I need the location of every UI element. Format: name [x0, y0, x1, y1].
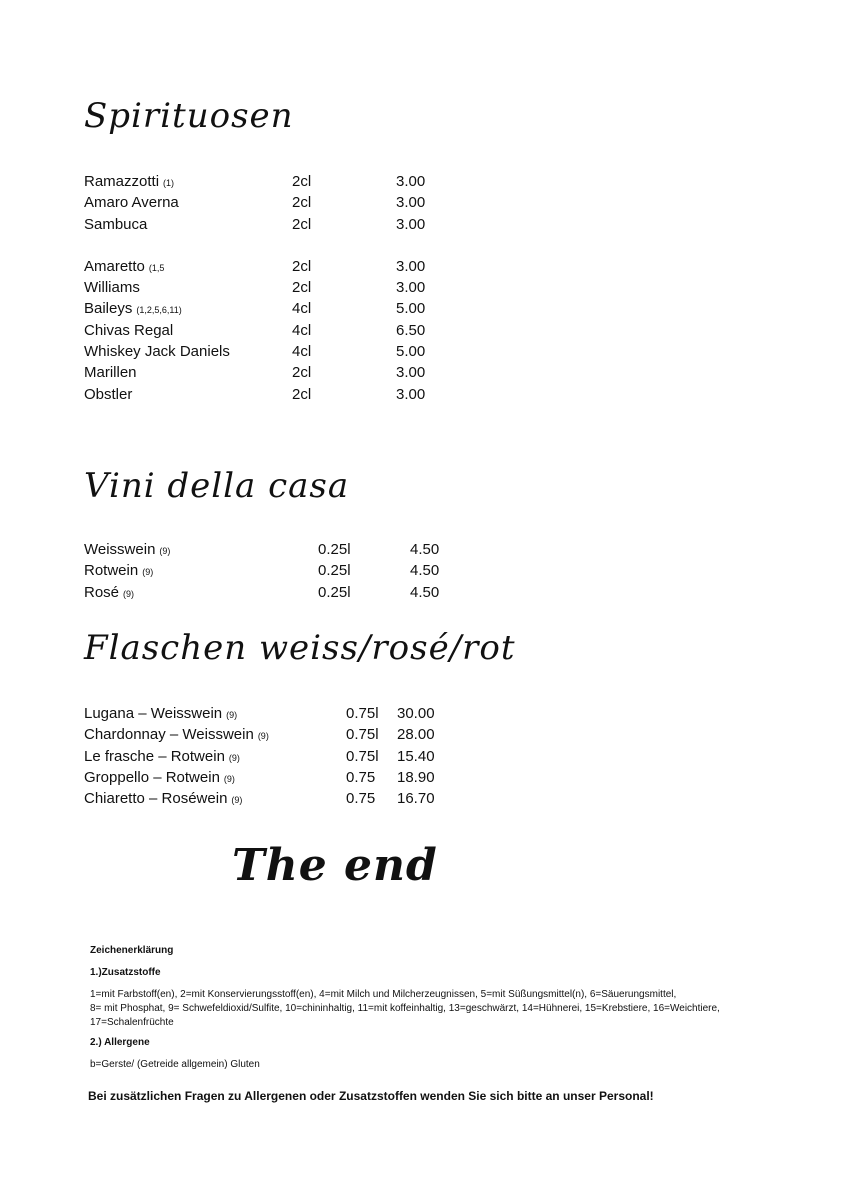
item-volume: 2cl	[292, 385, 312, 403]
item-name-text: Chardonnay – Weisswein	[84, 726, 254, 744]
item-price: 28.00	[397, 726, 435, 744]
item-name-text: Amaro Averna	[84, 194, 179, 212]
legend-zusatz-line3: 17=Schalenfrüchte	[90, 1017, 174, 1028]
spirituosen-list	[84, 171, 484, 405]
item-volume: 0.75	[346, 768, 376, 786]
item-name-text: Amaretto	[84, 257, 145, 275]
item-allergen-code: (1,5	[148, 262, 165, 273]
item-name	[84, 341, 230, 362]
item-volume: 0.25l	[318, 562, 351, 580]
item-volume: 2cl	[292, 279, 312, 297]
vini-list	[84, 539, 484, 603]
item-name-text: Obstler	[84, 385, 133, 403]
item-name	[84, 256, 164, 279]
item-price: 3.00	[396, 215, 426, 233]
menu-item-row	[84, 582, 484, 603]
item-price: 4.50	[410, 562, 440, 580]
item-volume: 4cl	[292, 300, 312, 318]
item-name-text: Sambuca	[84, 215, 148, 233]
item-name	[84, 192, 179, 213]
item-name-text: Weisswein	[84, 541, 156, 558]
menu-item-row	[84, 362, 484, 383]
item-allergen-code: (9)	[159, 546, 171, 556]
item-price: 18.90	[397, 768, 435, 786]
item-price: 15.40	[397, 747, 435, 765]
menu-item-row	[84, 746, 484, 767]
item-price: 3.00	[396, 385, 426, 403]
section-title-spirituosen: Spirituosen	[84, 96, 294, 136]
item-name	[84, 214, 147, 235]
item-volume: 0.75l	[346, 726, 379, 744]
item-name	[84, 171, 174, 194]
item-name	[84, 746, 240, 769]
menu-item-row	[84, 320, 484, 341]
item-price: 3.00	[396, 194, 426, 212]
item-allergen-code: (9)	[226, 710, 238, 720]
item-allergen-code: (9)	[231, 795, 243, 806]
item-price: 4.50	[410, 583, 440, 601]
item-name	[84, 362, 137, 383]
section-title-vini: Vini della casa	[84, 466, 350, 506]
item-price: 5.00	[396, 343, 426, 361]
menu-item-row	[84, 724, 484, 745]
menu-item-row	[84, 341, 484, 362]
item-volume: 4cl	[292, 321, 312, 339]
item-name	[84, 560, 153, 583]
section-title-flaschen: Flaschen weiss/rosé/rot	[84, 628, 516, 668]
item-name-text: Whiskey Jack Daniels	[84, 343, 230, 361]
menu-item-row	[84, 703, 484, 724]
legend-zusatz-heading: 1.)Zusatzstoffe	[90, 967, 161, 978]
item-allergen-code: (9)	[142, 567, 154, 578]
flaschen-list	[84, 703, 484, 809]
item-name	[84, 703, 237, 726]
item-volume: 0.25l	[318, 583, 351, 601]
legend-zusatz-line1: 1=mit Farbstoff(en), 2=mit Konservierungsstoff(en), 4=mit Milch und Milcherzeugnissen, 5=mit Süßungsmittel(n), 6=Säuerungsmittel,	[90, 989, 677, 1000]
item-name-text: Groppello – Rotwein	[84, 768, 220, 786]
item-price: 3.00	[396, 364, 426, 382]
item-name	[84, 724, 269, 747]
item-price: 3.00	[396, 257, 426, 275]
legend-allergene-heading: 2.) Allergene	[90, 1037, 150, 1048]
menu-item-row	[84, 560, 484, 581]
legend-zusatz-line2: 8= mit Phosphat, 9= Schwefeldioxid/Sulfite, 10=chininhaltig, 11=mit koffeinhaltig, 13=geschwärzt, 14=Hühnerei, 15=Krebstiere, 16=Weichtiere,	[90, 1003, 720, 1014]
item-name	[84, 582, 134, 605]
menu-item-row	[84, 767, 484, 788]
menu-item-row	[84, 171, 484, 192]
menu-item-row	[84, 277, 484, 298]
item-name-text: Marillen	[84, 364, 137, 382]
menu-item-row	[84, 192, 484, 213]
item-name-text: Lugana – Weisswein	[84, 705, 223, 722]
group-spacer	[84, 235, 484, 256]
item-price: 6.50	[396, 321, 426, 339]
item-volume: 4cl	[292, 343, 312, 361]
item-volume: 2cl	[292, 257, 312, 275]
legend	[90, 944, 790, 1072]
item-name-text: Ramazzotti	[84, 173, 160, 190]
item-price: 16.70	[397, 790, 435, 808]
item-name	[84, 277, 140, 298]
item-price: 3.00	[396, 173, 426, 190]
end-title: The end	[232, 840, 438, 891]
item-name-text: Rosé	[84, 583, 120, 601]
item-name	[84, 767, 235, 790]
item-name	[84, 298, 182, 321]
item-price: 30.00	[397, 705, 435, 722]
menu-item-row	[84, 384, 484, 405]
menu-item-row	[84, 214, 484, 235]
item-allergen-code: (1)	[163, 178, 175, 188]
item-volume: 0.75l	[346, 705, 379, 722]
item-name	[84, 384, 132, 405]
item-allergen-code: (9)	[123, 588, 135, 599]
item-name-text: Chiaretto – Roséwein	[84, 790, 228, 808]
item-name	[84, 788, 242, 811]
item-allergen-code: (9)	[228, 752, 240, 763]
item-name	[84, 539, 170, 562]
item-volume: 0.25l	[318, 541, 351, 558]
menu-item-row	[84, 298, 484, 319]
legend-heading: Zeichenerklärung	[90, 945, 174, 956]
item-price: 5.00	[396, 300, 426, 318]
menu-item-row	[84, 788, 484, 809]
item-name-text: Le frasche – Rotwein	[84, 747, 225, 765]
item-name-text: Williams	[84, 279, 140, 297]
item-name	[84, 320, 173, 341]
item-volume: 2cl	[292, 194, 312, 212]
footer-note: Bei zusätzlichen Fragen zu Allergenen oder Zusatzstoffen wenden Sie sich bitte an unser Personal!	[88, 1089, 654, 1103]
menu-item-row	[84, 539, 484, 560]
item-allergen-code: (1,2,5,6,11)	[136, 305, 182, 316]
item-name-text: Rotwein	[84, 562, 139, 580]
item-volume: 2cl	[292, 173, 312, 190]
menu-item-row	[84, 256, 484, 277]
item-name-text: Baileys	[84, 300, 133, 318]
item-price: 4.50	[410, 541, 440, 558]
item-volume: 2cl	[292, 215, 312, 233]
item-volume: 0.75l	[346, 747, 379, 765]
legend-allergene-line: b=Gerste/ (Getreide allgemein) Gluten	[90, 1059, 260, 1070]
item-name-text: Chivas Regal	[84, 321, 174, 339]
item-allergen-code: (9)	[257, 731, 269, 742]
item-price: 3.00	[396, 279, 426, 297]
item-volume: 2cl	[292, 364, 312, 382]
item-volume: 0.75	[346, 790, 376, 808]
item-allergen-code: (9)	[223, 773, 235, 784]
